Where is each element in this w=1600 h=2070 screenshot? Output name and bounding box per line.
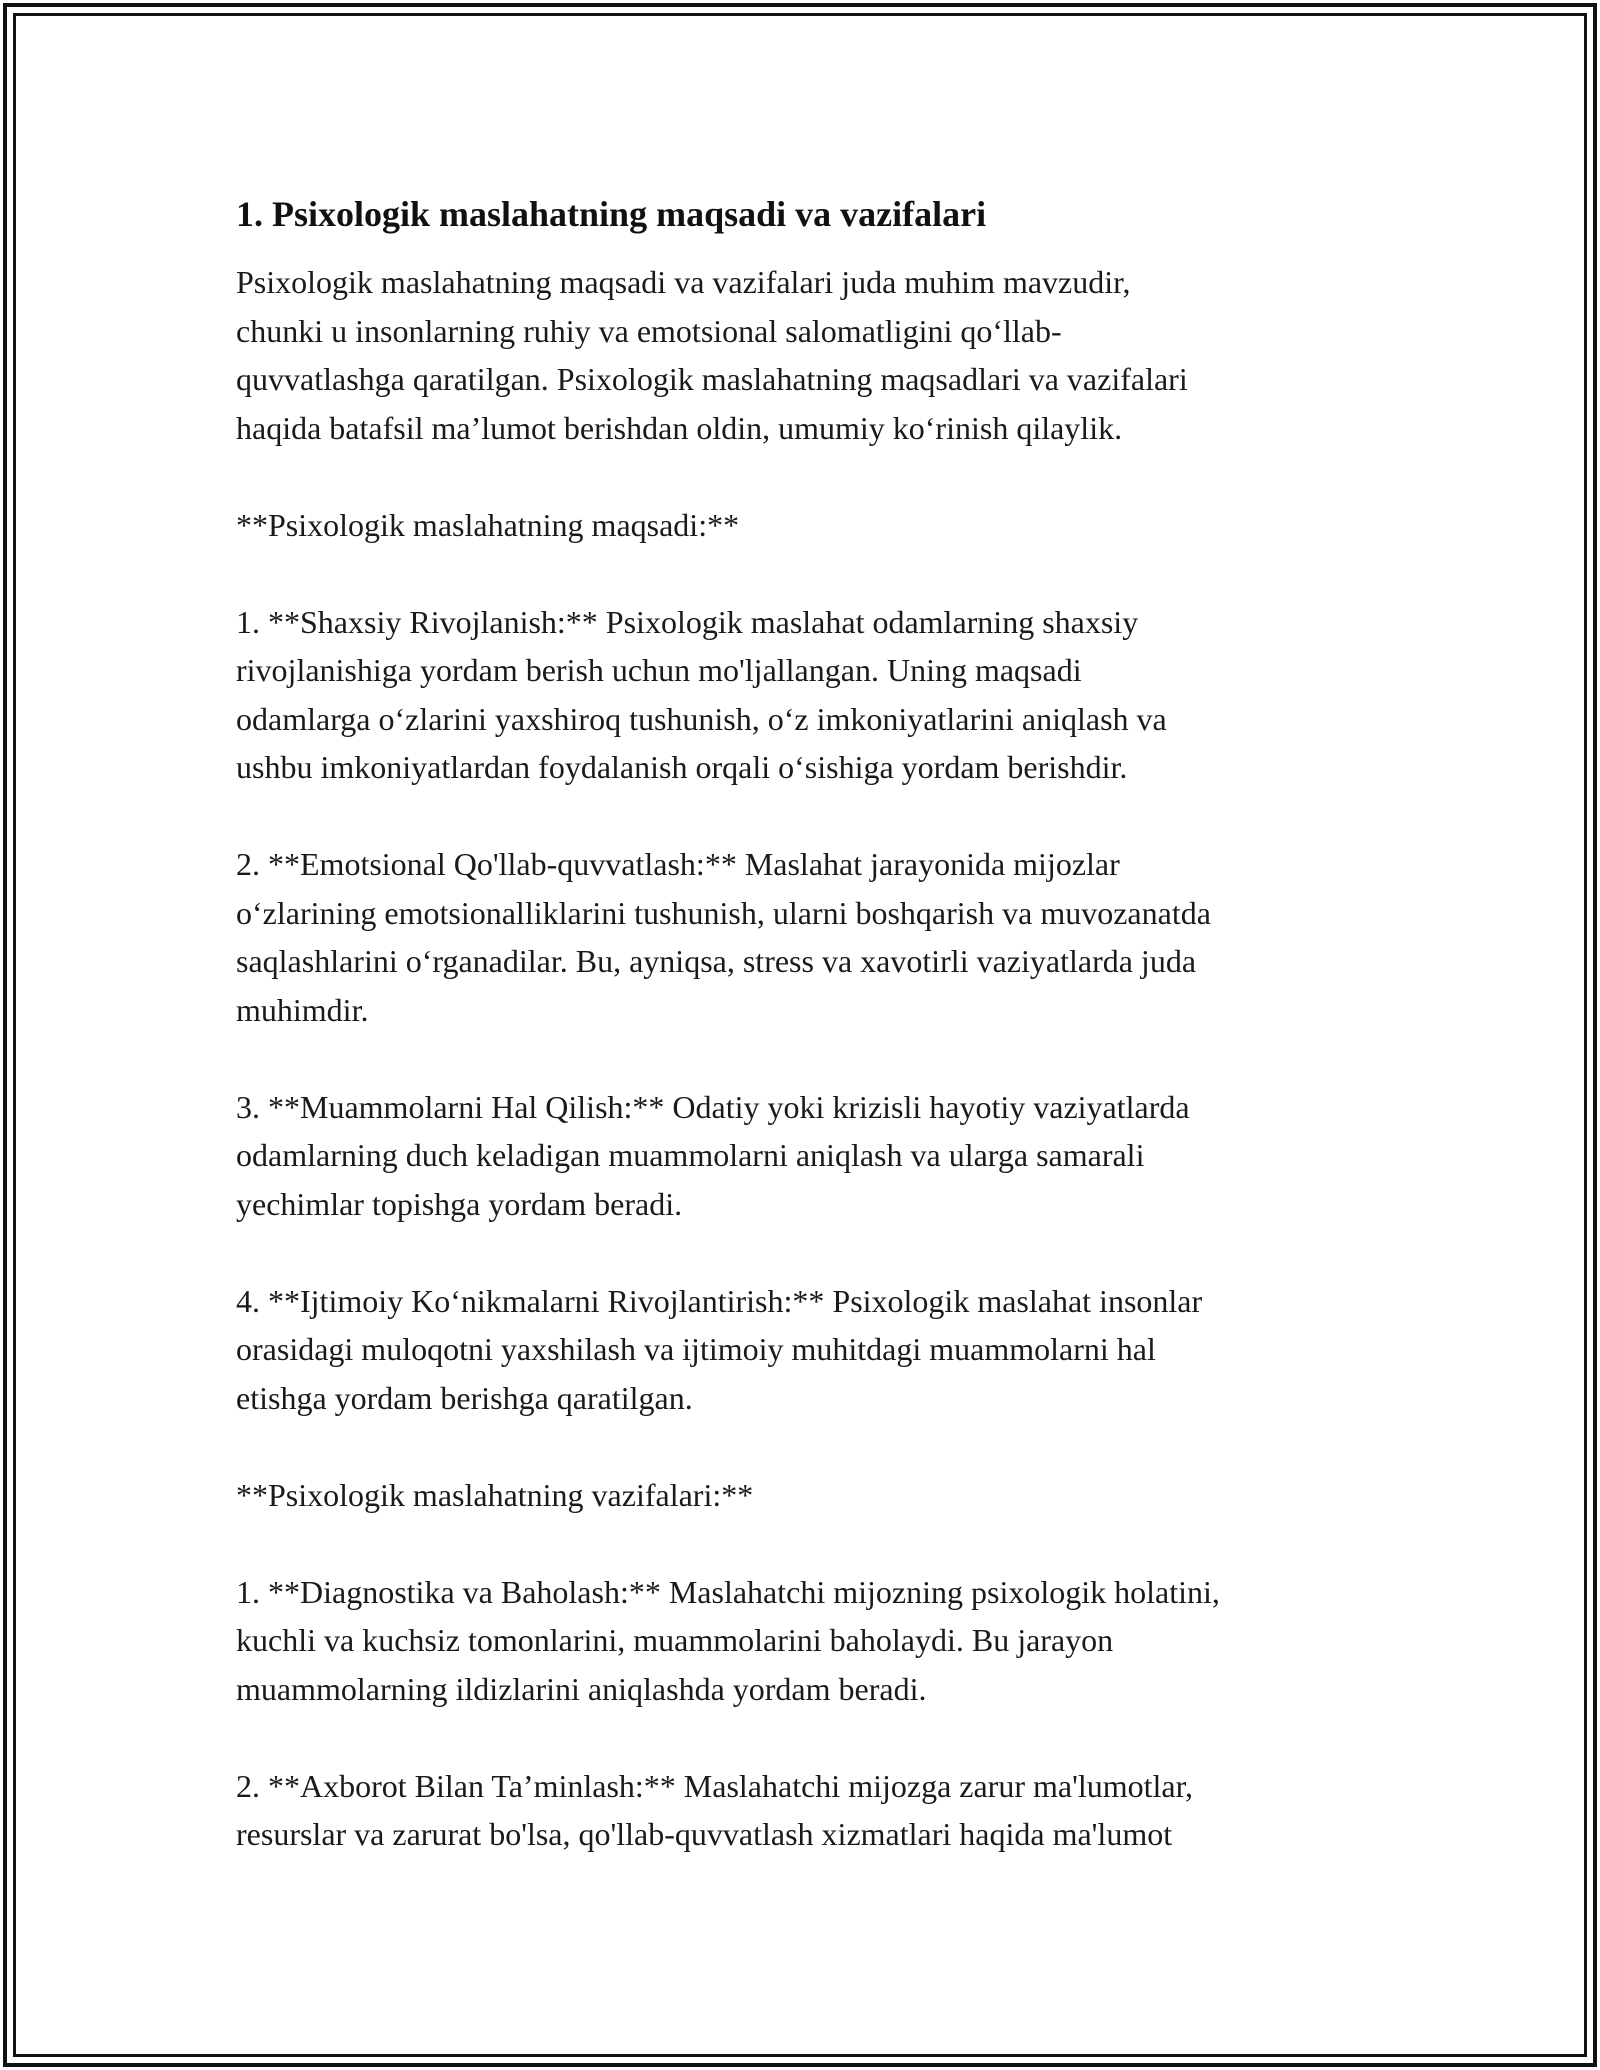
tasks-subheading: **Psixologik maslahatning vazifalari:** (236, 1476, 754, 1513)
paragraph-gap (236, 549, 1376, 598)
paragraph-gap (236, 1422, 1376, 1471)
goals-subheading: **Psixologik maslahatning maqsadi:** (236, 506, 740, 543)
goal-item-2: 2. **Emotsional Qo'llab-quvvatlash:** Maslahat jarayonida mijozlar o‘zlarining emotsionalliklarini tushunish, ularni boshqarish va muvozanatda saqlashlarini o‘rganadilar. Bu, ayniqsa, stress va xavotirli vaziyatlarda juda muhimdir. (236, 846, 1211, 1028)
goal-item-1: 1. **Shaxsiy Rivojlanish:** Psixologik maslahat odamlarning shaxsiy rivojlanishiga yordam berish uchun mo'ljallangan. Uning maqsadi odamlarga o‘zlarini yaxshiroq tushunish, o‘z imkoniyatlarini aniqlash va ushbu imkoniyatlardan foydalanish orqali o‘sishiga yordam berishdir. (236, 603, 1167, 785)
document-body (236, 188, 1376, 1859)
paragraph-gap (236, 452, 1376, 501)
goal-item-3: 3. **Muammolarni Hal Qilish:** Odatiy yoki krizisli hayotiy vaziyatlarda odamlarning duch keladigan muammolarni aniqlash va ularga samarali yechimlar topishga yordam beradi. (236, 1088, 1190, 1222)
paragraph-gap (236, 792, 1376, 841)
intro-paragraph: Psixologik maslahatning maqsadi va vazifalari juda muhim mavzudir, chunki u insonlarning ruhiy va emotsional salomatligini qo‘llab- quvvatlashga qaratilgan. Psixologik maslahatning maqsadlari va vazifalari haqida batafsil ma’lumot berishdan oldin, umumiy ko‘rinish qilaylik. (236, 264, 1188, 446)
section-heading: 1. Psixologik maslahatning maqsadi va vazifalari (236, 194, 987, 234)
paragraph-gap (236, 1034, 1376, 1083)
goal-item-4: 4. **Ijtimoiy Ko‘nikmalarni Rivojlantirish:** Psixologik maslahat insonlar orasidagi muloqotni yaxshilash va ijtimoiy muhitdagi muammolarni hal etishga yordam berishga qaratilgan. (236, 1282, 1203, 1416)
task-item-2: 2. **Axborot Bilan Ta’minlash:** Maslahatchi mijozga zarur ma'lumotlar, resurslar va zarurat bo'lsa, qo'llab-quvvatlash xizmatlari haqida ma'lumot (236, 1767, 1193, 1852)
task-item-1: 1. **Diagnostika va Baholash:** Maslahatchi mijozning psixologik holatini, kuchli va kuchsiz tomonlarini, muammolarini baholaydi. Bu jarayon muammolarning ildizlarini aniqlashda yordam beradi. (236, 1573, 1220, 1707)
paragraph-gap (236, 1519, 1376, 1568)
paragraph-gap (236, 1228, 1376, 1277)
paragraph-gap (236, 1713, 1376, 1762)
